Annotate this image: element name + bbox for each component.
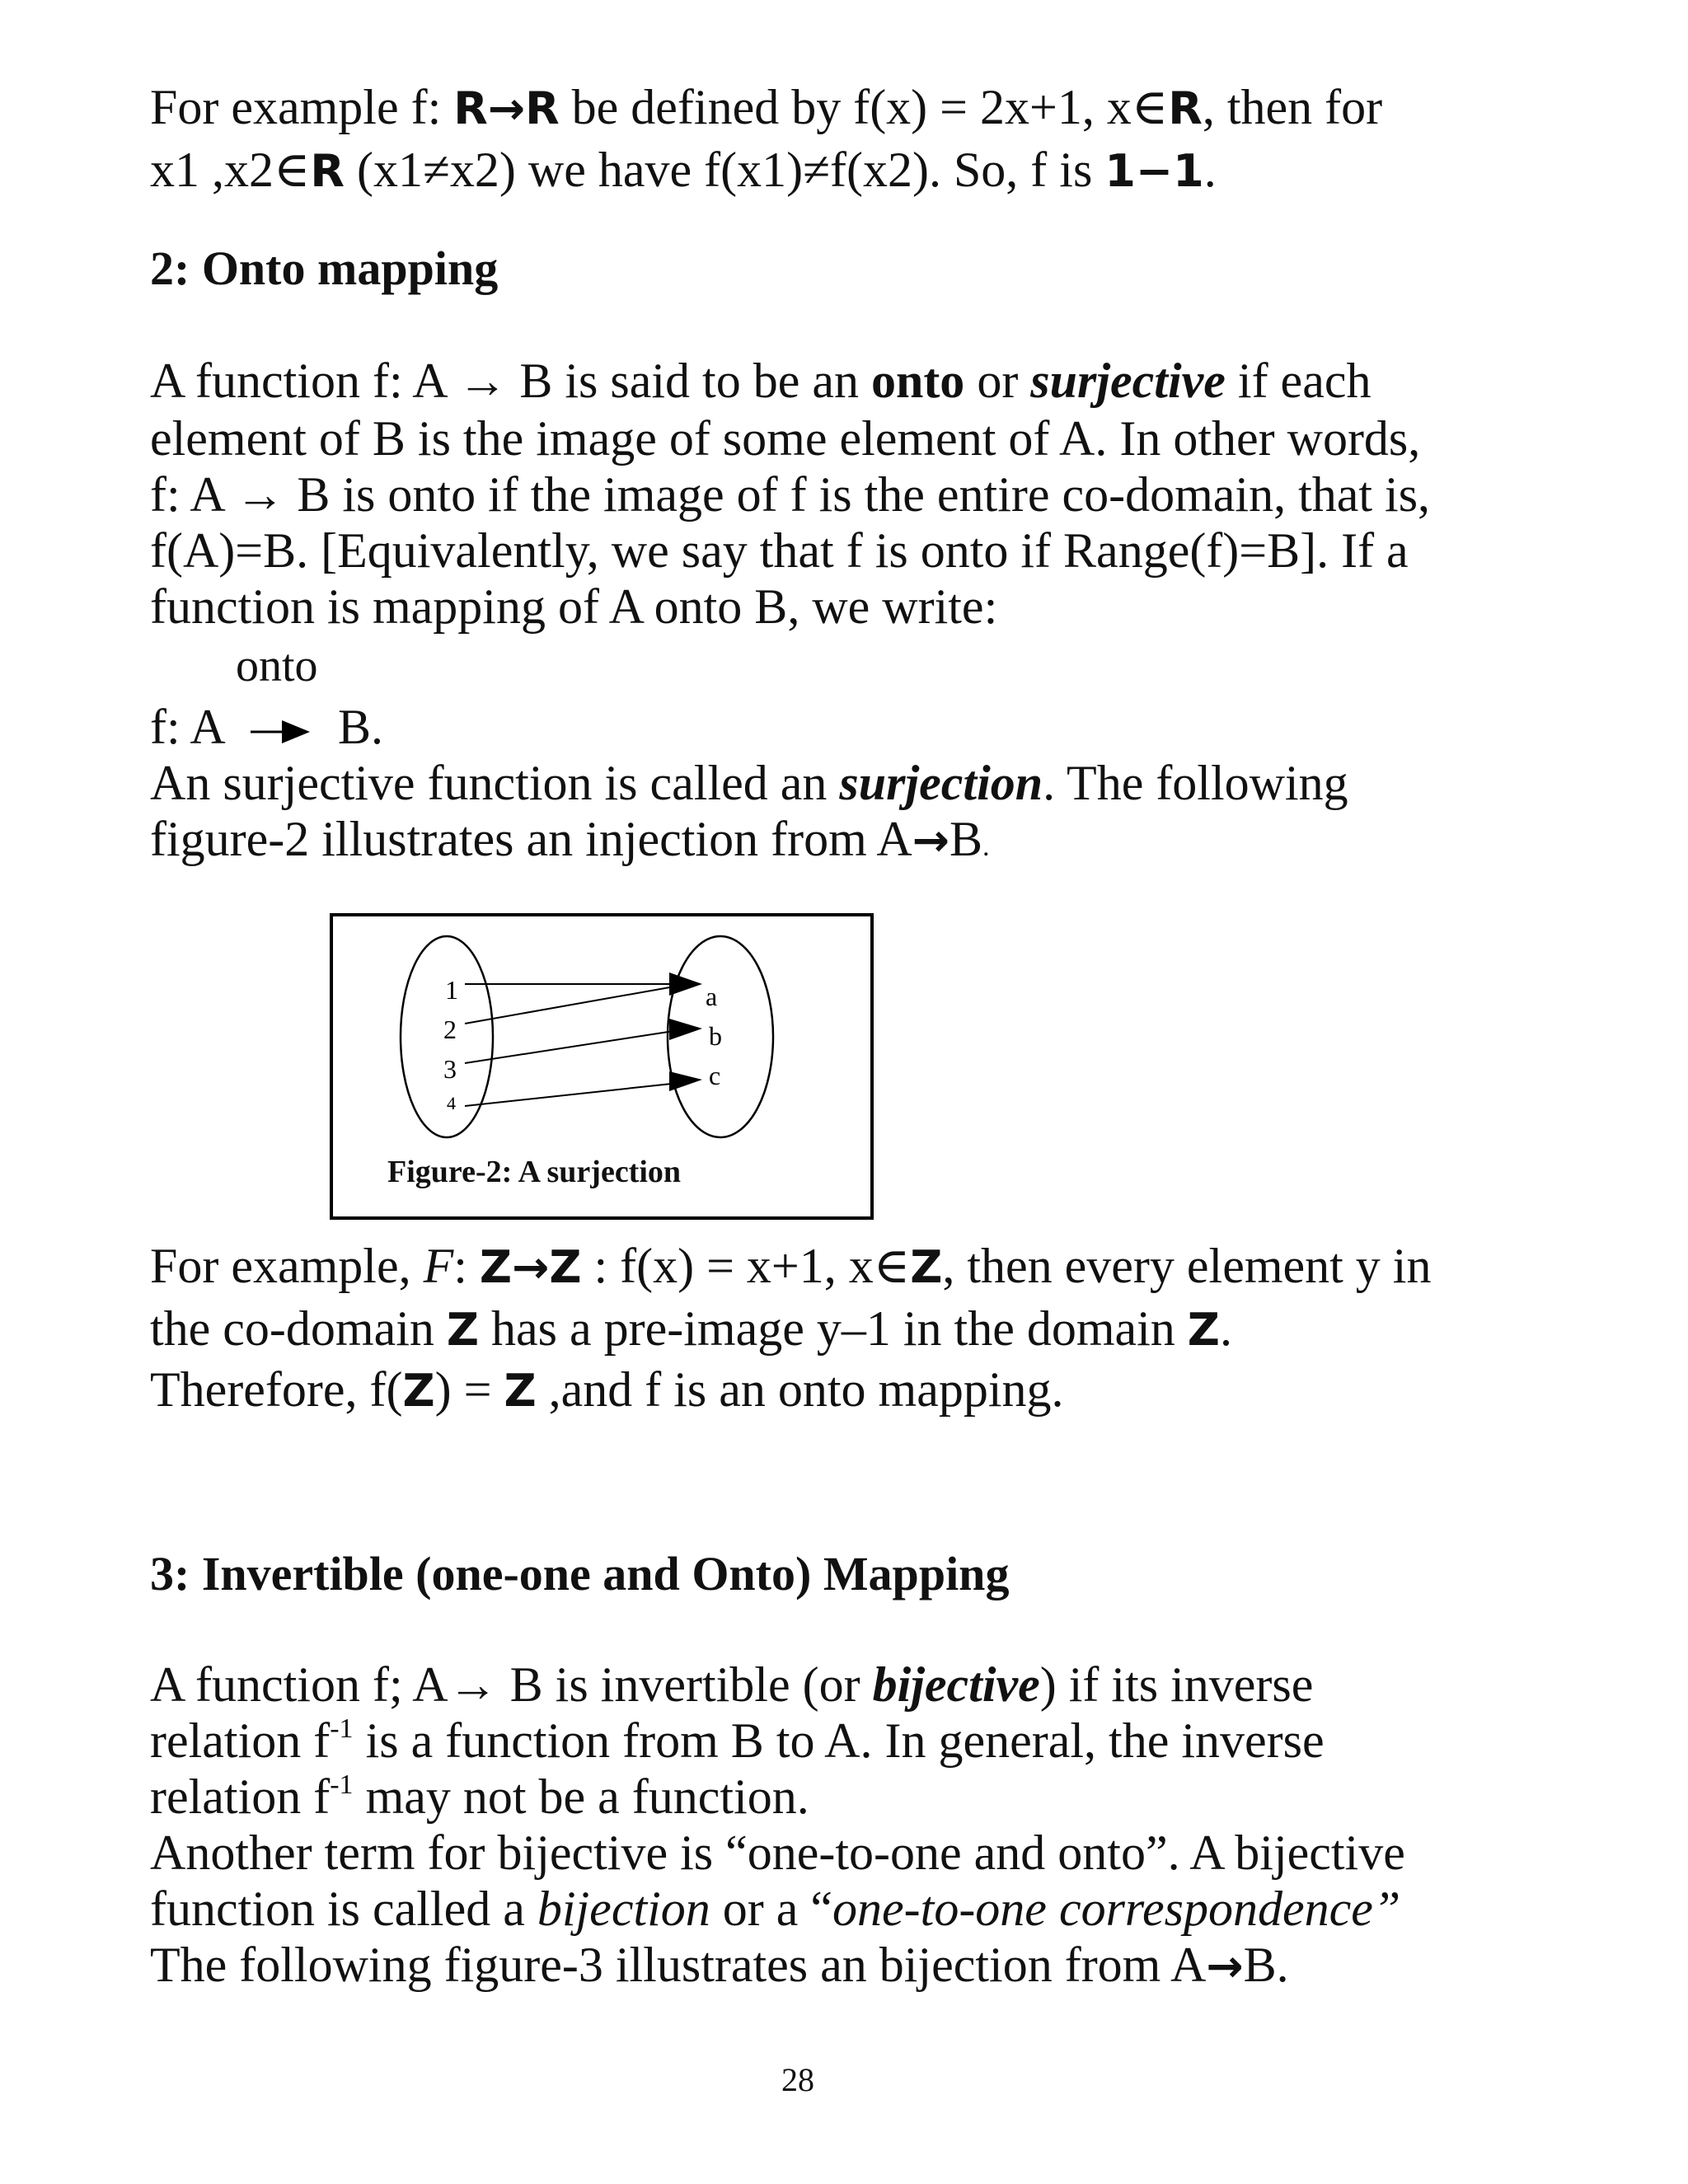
text: .	[1203, 143, 1217, 197]
text: : f(x) = x+1, x∈	[581, 1239, 911, 1293]
text: . The following	[1043, 756, 1348, 810]
arrow-symbol: →	[487, 82, 526, 134]
codomain-element-b: b	[709, 1021, 722, 1051]
onto-def-line-2: element of B is the image of some element of A. In other words,	[150, 411, 1421, 466]
text: be defined by f(x) = 2x+1, x∈	[559, 80, 1169, 134]
reals-symbol: R	[1168, 82, 1203, 134]
example-line-1	[150, 82, 1382, 132]
mapping-arrow-3	[465, 1030, 679, 1063]
text: x1 ,x2∈	[150, 143, 311, 197]
codomain-element-c: c	[709, 1061, 721, 1090]
text: A function f: A → B is said to be an	[150, 354, 871, 408]
text: An surjective function is called an	[150, 756, 840, 810]
bijective-line-6	[150, 1940, 1289, 1990]
term-correspondence: one-to-one correspondence	[832, 1882, 1373, 1936]
text: (x1≠x2) we have f(x1)≠f(x2). So, f is	[345, 143, 1105, 197]
domain-element-1: 1	[445, 975, 458, 1005]
text: Therefore, f(	[150, 1362, 403, 1417]
integers-symbol: Z	[504, 1365, 537, 1417]
reals-symbol: R	[525, 82, 560, 134]
example-line-2	[150, 143, 1217, 197]
mapping-arrow-2	[465, 986, 679, 1024]
text: relation f	[150, 1713, 331, 1768]
example-z-line-3	[150, 1362, 1064, 1417]
superscript: -1	[330, 1769, 354, 1800]
text: A function f; A→ B is invertible (or	[150, 1657, 873, 1712]
onto-notation-rhs: B.	[338, 700, 384, 754]
integers-symbol: Z	[402, 1365, 435, 1417]
text: figure-2 illustrates an injection from A	[150, 812, 912, 866]
arrowhead	[669, 1019, 702, 1040]
integers-symbol: Z	[549, 1241, 582, 1293]
bijective-line-5	[150, 1882, 1401, 1936]
bijective-line-2	[150, 1713, 1325, 1768]
arrow-symbol: →	[912, 814, 950, 866]
text: , then every element y in	[942, 1239, 1432, 1293]
figure-2-box	[330, 913, 874, 1220]
text: For example f:	[150, 80, 454, 134]
surjection-line-2	[150, 814, 990, 864]
function-symbol: F	[423, 1239, 454, 1293]
term-bijective: bijective	[872, 1657, 1040, 1712]
onto-arrow-icon	[247, 715, 313, 748]
codomain-element-a: a	[706, 982, 718, 1011]
reals-symbol: R	[453, 82, 488, 134]
term-surjective: surjective	[1030, 354, 1226, 408]
bijective-line-4: Another term for bijective is “one-to-one and onto”. A bijective	[150, 1825, 1405, 1880]
bijective-line-1	[150, 1657, 1314, 1712]
text: .	[982, 832, 990, 862]
reals-symbol: R	[310, 145, 345, 197]
text: ”	[1372, 1882, 1401, 1936]
onto-notation-label: onto	[236, 640, 318, 691]
text: :	[453, 1239, 480, 1293]
onto-def-line-1	[150, 354, 1372, 408]
bijective-line-3	[150, 1769, 809, 1824]
integers-symbol: Z	[446, 1304, 480, 1356]
onto-notation-lhs: f: A	[150, 700, 226, 754]
text: For example,	[150, 1239, 424, 1293]
surjection-line-1	[150, 758, 1348, 808]
text: B.	[1243, 1938, 1289, 1992]
term-bijection: bijection	[537, 1882, 710, 1936]
text: ,and f is an onto mapping.	[536, 1362, 1064, 1417]
arrow-symbol: →	[1206, 1940, 1244, 1992]
text: ) =	[434, 1362, 504, 1417]
arrowhead	[669, 1071, 702, 1091]
domain-element-3: 3	[443, 1054, 457, 1084]
text: has a pre-image y–1 in the domain	[479, 1301, 1188, 1356]
onto-def-line-3: f: A → B is onto if the image of f is the entire co-domain, that is,	[150, 467, 1431, 522]
superscript: -1	[330, 1713, 354, 1744]
mapping-arrow-4	[465, 1083, 679, 1106]
domain-element-2: 2	[443, 1015, 457, 1044]
text: if each	[1225, 354, 1372, 408]
figure-caption: Figure-2: A surjection	[387, 1155, 682, 1189]
text: .	[1219, 1301, 1232, 1356]
arrowhead	[669, 972, 702, 996]
text: , then for	[1202, 80, 1383, 134]
text: the co-domain	[150, 1301, 447, 1356]
integers-symbol: Z	[1187, 1304, 1220, 1356]
term-onto: onto	[870, 354, 965, 408]
text: or	[964, 354, 1031, 408]
section-heading-invertible: 3: Invertible (one-one and Onto) Mapping	[150, 1547, 1010, 1601]
text: ) if its inverse	[1039, 1657, 1314, 1712]
example-z-line-2	[150, 1301, 1232, 1356]
page-number: 28	[781, 2061, 814, 2098]
text: or a “	[710, 1882, 833, 1936]
text: function is called a	[150, 1882, 537, 1936]
text: may not be a function.	[353, 1769, 809, 1824]
integers-symbol: Z	[910, 1241, 943, 1293]
text: is a function from B to A. In general, the inverse	[353, 1713, 1325, 1768]
example-z-line-1	[150, 1241, 1431, 1291]
arrow-symbol: →	[512, 1241, 550, 1293]
onto-def-line-4: f(A)=B. [Equivalently, we say that f is onto if Range(f)=B]. If a	[150, 523, 1409, 578]
one-one-label: 1−1	[1104, 145, 1204, 197]
section-heading-onto: 2: Onto mapping	[150, 241, 499, 295]
text: The following figure-3 illustrates an bijection from A	[150, 1938, 1207, 1992]
text: relation f	[150, 1769, 331, 1824]
onto-def-line-5: function is mapping of A onto B, we write:	[150, 579, 998, 634]
domain-element-4: 4	[447, 1093, 456, 1113]
term-surjection: surjection	[839, 756, 1043, 810]
integers-symbol: Z	[479, 1241, 513, 1293]
text: B	[950, 812, 983, 866]
